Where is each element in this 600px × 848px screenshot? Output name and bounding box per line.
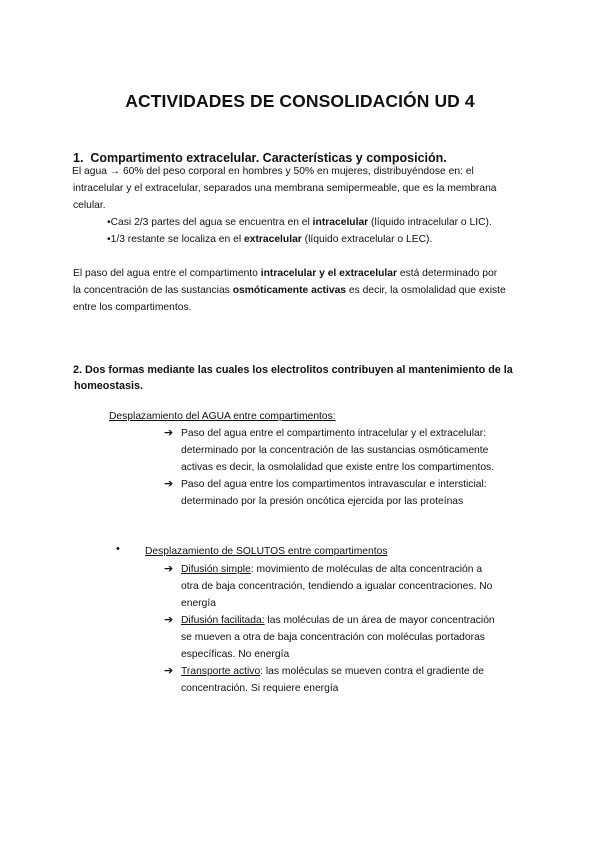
arrow-right-icon: ➔ <box>164 614 174 626</box>
solutes-displacement-title: Desplazamiento de SOLUTOS entre compartimentos <box>145 546 388 557</box>
section2-heading-line1: 2. Dos formas mediante las cuales los electrolitos contribuyen al mantenimiento de la <box>73 364 513 376</box>
section1-intro-line2: intracelular y el extracelular, separados una membrana semipermeable, que es la membrana <box>73 183 497 194</box>
para-line2-post: es decir, la osmolalidad que existe <box>346 285 506 296</box>
section1-paragraph-line2 <box>73 283 506 299</box>
section1-heading-text: Compartimento extracelular. Características y composición. <box>90 151 447 165</box>
para-line1-pre: El paso del agua entre el compartimento <box>73 268 261 279</box>
solutes-item1-line2: otra de baja concentración, tendiendo a igualar concentraciones. No <box>181 581 493 592</box>
water-displacement-title: Desplazamiento del AGUA entre compartimentos: <box>109 411 336 422</box>
difusion-simple-term: Difusión simple <box>181 564 251 575</box>
para-line2-pre: la concentración de las sustancias <box>73 285 233 296</box>
item2-line1-text: las moléculas de un área de mayor concentración <box>264 615 495 626</box>
bullet1-text-pre: •Casi 2/3 partes del agua se encuentra en el <box>107 217 313 228</box>
section1-heading <box>73 151 447 165</box>
solutes-bullet: • <box>116 543 120 555</box>
water-item1-line2: determinado por la concentración de las sustancias osmóticamente <box>181 445 489 456</box>
water-item2-line2: determinado por la presión oncótica ejercida por las proteínas <box>181 496 464 507</box>
para-line1-post: está determinado por <box>396 268 498 279</box>
para-line1-bold: intracelular y el extracelular <box>260 268 397 279</box>
item1-line1-text: : movimiento de moléculas de alta concentración a <box>250 564 483 575</box>
bullet2-text-post: (líquido extracelular o LEC). <box>301 234 433 245</box>
solutes-item1-line3: energía <box>181 598 216 609</box>
arrow-right-icon: ➔ <box>164 427 174 439</box>
bullet1-text-post: (líquido intracelular o LIC). <box>368 217 492 228</box>
difusion-facilitada-term: Difusión facilitada: <box>181 615 265 626</box>
section1-intro-line3: celular. <box>73 200 106 211</box>
section2-heading <box>73 363 513 394</box>
section1-paragraph-line1 <box>73 266 497 282</box>
bullet2-text-bold: extracelular <box>243 234 302 245</box>
arrow-right-icon: ➔ <box>164 478 174 490</box>
section1-bullet-intracelular <box>107 215 492 231</box>
item3-line1-text: : las moléculas se mueven contra el gradiente de <box>260 666 484 677</box>
solutes-item2-line3: específicas. No energía <box>181 649 290 660</box>
solutes-item3-line1 <box>181 664 484 680</box>
bullet1-text-bold: intracelular <box>312 217 369 228</box>
section1-intro-line1: El agua → 60% del peso corporal en hombres y 50% en mujeres, distribuyéndose en: el <box>72 166 474 177</box>
solutes-item1-line1 <box>181 562 482 578</box>
solutes-item2-line1 <box>181 613 495 629</box>
bullet2-text-pre: •1/3 restante se localiza en el <box>107 234 244 245</box>
arrow-right-icon: ➔ <box>164 563 174 575</box>
transporte-activo-term: Transporte activo <box>181 666 261 677</box>
water-item1-line3: activas es decir, la osmolalidad que existe entre los compartimentos. <box>181 462 495 473</box>
page-title: ACTIVIDADES DE CONSOLIDACIÓN UD 4 <box>125 91 475 111</box>
section1-heading-number: 1. <box>73 151 84 165</box>
arrow-right-icon: ➔ <box>164 665 174 677</box>
solutes-item2-line2: se mueven a otra de baja concentración con moléculas portadoras <box>181 632 485 643</box>
water-item2-line1: Paso del agua entre los compartimentos intravascular e intersticial: <box>181 479 487 490</box>
section2-heading-line2: homeostasis. <box>74 379 144 392</box>
solutes-item3-line2: concentración. Si requiere energía <box>181 683 339 694</box>
water-item1-line1: Paso del agua entre el compartimento intracelular y el extracelular: <box>181 428 487 439</box>
section1-bullet-extracelular <box>107 232 432 248</box>
para-line2-bold: osmóticamente activas <box>232 285 347 296</box>
section1-paragraph-line3: entre los compartimentos. <box>73 302 192 313</box>
